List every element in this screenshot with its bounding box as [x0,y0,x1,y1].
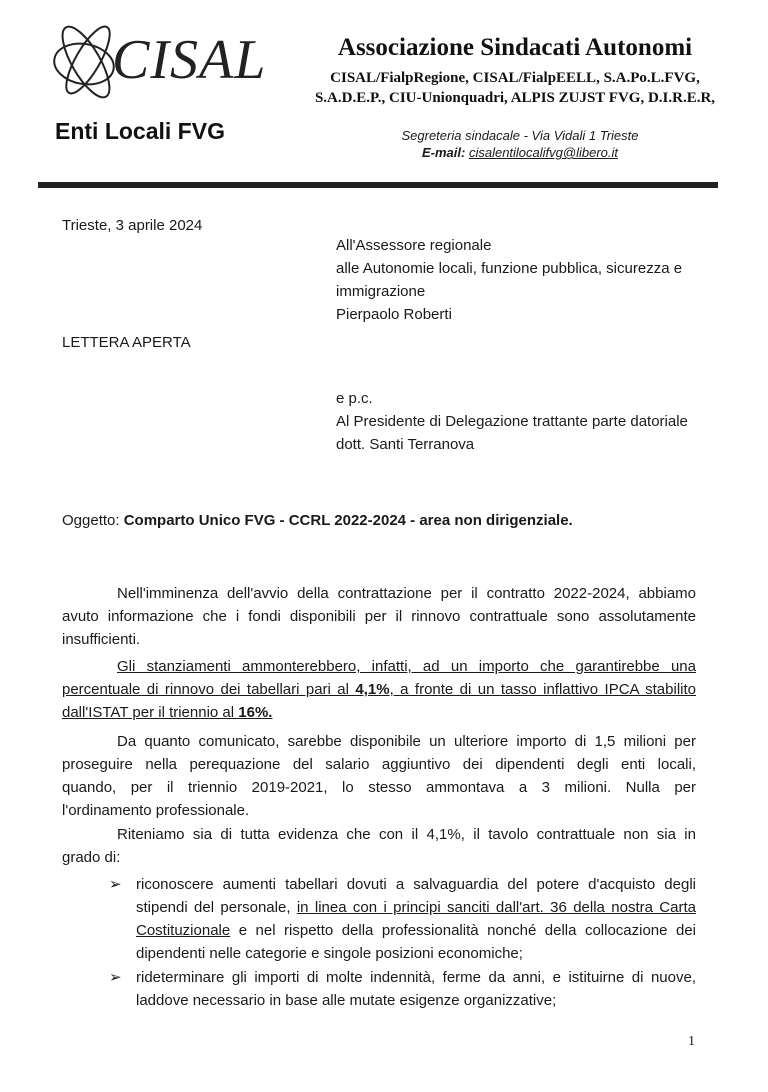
text-segment: quando, per il triennio 2019-2021, lo stesso ammontava a 3 milioni. Nulla per [62,779,696,796]
recipient-block [336,234,682,326]
page-number: 1 [688,1034,695,1049]
text-segment: insufficienti. [62,631,141,648]
text-line [62,701,696,724]
body-paragraph [62,730,696,822]
text-line [136,873,696,896]
text-segment: Da quanto comunicato, sarebbe disponibile un ulteriore importo di 1,5 milioni per [117,733,696,750]
text-segment: grado di: [62,849,121,866]
bold-text: 4,1% [355,681,390,698]
text-line [136,966,696,989]
text-line [136,919,696,942]
recipient-line: alle Autonomie locali, funzione pubblica, sicurezza e [336,260,683,277]
org-members-line-2: S.A.D.E.P., CIU-Unionquadri, ALPIS ZUJST FVG, D.I.R.E.R, [314,90,716,106]
text-segment: laddove necessario in base alle mutate esigenze organizzative; [136,992,557,1009]
subject-line [62,509,573,532]
org-email-line [360,145,680,160]
email-label: E-mail: [421,145,466,160]
text-line [136,989,696,1012]
recipient-line: Pierpaolo Roberti [336,306,452,323]
text-segment: l'ordinamento professionale. [62,802,250,819]
underlined-text: dall'ISTAT per il triennio al [62,704,239,721]
text-line [62,605,696,628]
header-divider [38,182,718,188]
text-line [62,655,696,678]
text-line [62,776,696,799]
underlined-text: in linea con i principi sanciti dall'art. 36 della nostra Carta [296,899,696,916]
text-segment: rideterminare gli importi di molte indennità, ferme da anni, e istituirne di nuove, [136,969,696,986]
recipient-line: immigrazione [336,283,426,300]
underlined-text: , a fronte di un tasso inflattivo IPCA stabilito [389,681,696,698]
underlined-text: Costituzionale [136,922,231,939]
text-line [62,753,696,776]
text-line [136,942,696,965]
cc-block [336,387,688,456]
underlined-text: percentuale di rinnovo dei tabellari pari al [62,681,356,698]
bullet-item [136,966,696,1012]
underlined-text: Gli stanziamenti ammonterebbero, infatti, ad un importo che garantirebbe una [117,658,696,675]
body-paragraph [62,582,696,651]
text-segment: avuto informazione che i fondi disponibili per il rinnovo contrattuale sono assolutamente [62,608,696,625]
text-line [62,628,696,651]
org-address: Segreteria sindacale - Via Vidali 1 Trieste [401,128,639,143]
subject-label: Oggetto: [62,512,120,529]
org-title: Associazione Sindacati Autonomi [337,34,693,61]
body-paragraph [62,655,696,724]
recipient-line: All'Assessore regionale [336,237,492,254]
text-line [62,799,696,822]
text-line [62,823,696,846]
text-line [62,582,696,605]
body-paragraph [62,823,696,869]
text-line [136,896,696,919]
text-segment: e nel rispetto della professionalità nonché della collocazione dei [230,922,696,939]
text-line [62,846,696,869]
letter-type: LETTERA APERTA [62,334,191,351]
logo-subtitle: Enti Locali FVG [55,118,225,144]
logo-text: CISAL [112,29,267,91]
text-segment: Riteniamo sia di tutta evidenza che con il 4,1%, il tavolo contrattuale non sia in [117,826,696,843]
text-line [62,678,696,701]
text-segment: stipendi del personale, [136,899,297,916]
text-segment: dipendenti nelle categorie e singole posizioni economiche; [136,945,523,962]
subject-text: Comparto Unico FVG - CCRL 2022-2024 - area non dirigenziale. [123,512,573,529]
bold-text: 16%. [238,704,273,721]
bullet-item [136,873,696,965]
text-line [62,730,696,753]
text-segment: Nell'imminenza dell'avvio della contrattazione per il contratto 2022-2024, abbiamo [117,585,696,602]
email-link[interactable]: cisalentilocalifvg@libero.it [468,145,618,160]
org-members-line-1: CISAL/FialpRegione, CISAL/FialpEELL, S.A.Po.L.FVG, [330,70,700,86]
cc-line: Al Presidente di Delegazione trattante parte datoriale [336,413,688,430]
letter-date: Trieste, 3 aprile 2024 [62,217,203,234]
bullet-arrow-icon: ➢ [109,969,122,986]
text-segment: proseguire nella perequazione del salario aggiuntivo dei dipendenti degli enti locali, [62,756,696,773]
text-segment: riconoscere aumenti tabellari dovuti a salvaguardia del potere d'acquisto degli [136,876,696,893]
cc-line: dott. Santi Terranova [336,436,475,453]
cc-line: e p.c. [336,390,373,407]
bullet-arrow-icon: ➢ [109,876,122,893]
